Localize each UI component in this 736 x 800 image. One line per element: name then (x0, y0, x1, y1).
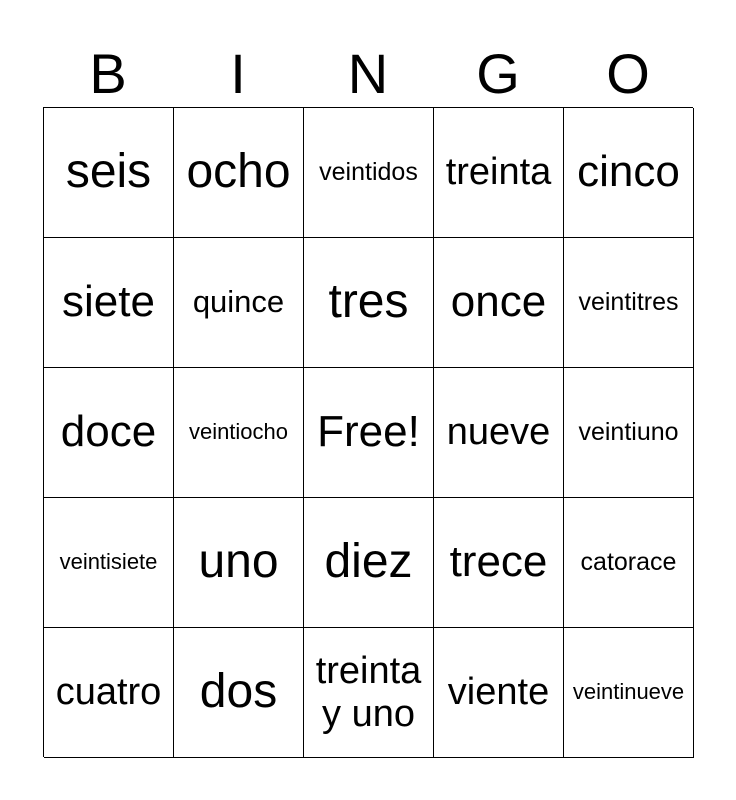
bingo-cell[interactable]: veintiuno (564, 368, 694, 498)
bingo-cell[interactable]: dos (174, 628, 304, 758)
bingo-cell[interactable]: veintisiete (44, 498, 174, 628)
header-letter-i: I (230, 42, 246, 105)
bingo-free-cell[interactable]: Free! (304, 368, 434, 498)
bingo-cell[interactable]: quince (174, 238, 304, 368)
bingo-cell[interactable]: cuatro (44, 628, 174, 758)
bingo-cell[interactable]: diez (304, 498, 434, 628)
header-letter-o: O (606, 42, 650, 105)
header-letter-n: N (347, 42, 389, 105)
bingo-cell[interactable]: siete (44, 238, 174, 368)
bingo-cell[interactable]: catorace (564, 498, 694, 628)
header-letter-g: G (476, 42, 520, 105)
bingo-cell[interactable]: veintinueve (564, 628, 694, 758)
header-letter-b: B (89, 42, 127, 105)
bingo-cell[interactable]: uno (174, 498, 304, 628)
bingo-cell[interactable]: viente (434, 628, 564, 758)
bingo-cell[interactable]: trece (434, 498, 564, 628)
bingo-cell[interactable]: veintitres (564, 238, 694, 368)
bingo-cell[interactable]: treinta y uno (304, 628, 434, 758)
bingo-cell[interactable]: tres (304, 238, 434, 368)
bingo-cell[interactable]: ocho (174, 108, 304, 238)
bingo-cell[interactable]: nueve (434, 368, 564, 498)
bingo-cell[interactable]: veintiocho (174, 368, 304, 498)
bingo-cell[interactable]: once (434, 238, 564, 368)
bingo-cell[interactable]: veintidos (304, 108, 434, 238)
bingo-cell[interactable]: seis (44, 108, 174, 238)
bingo-cell[interactable]: doce (44, 368, 174, 498)
bingo-card-grid (43, 107, 693, 757)
bingo-cell[interactable]: treinta (434, 108, 564, 238)
bingo-header (43, 40, 693, 108)
bingo-cell[interactable]: cinco (564, 108, 694, 238)
